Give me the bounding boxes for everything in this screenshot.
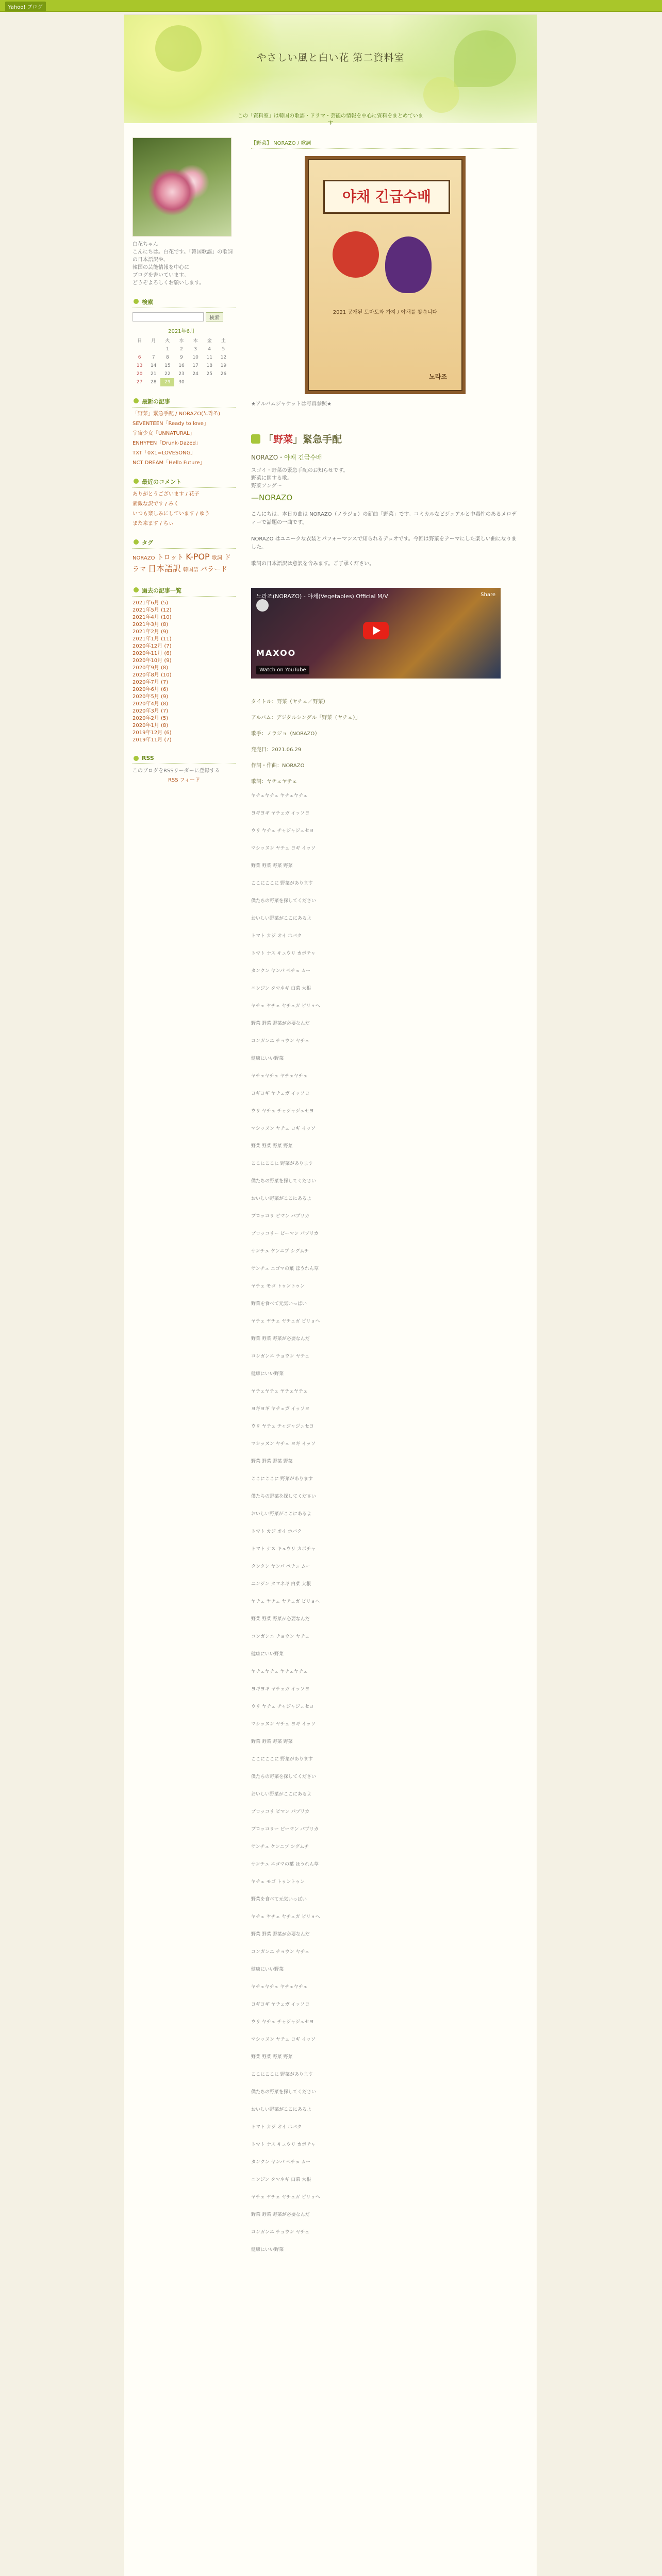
lyric-line: 野菜 野菜 野菜 野菜	[251, 863, 293, 869]
recent-posts-list	[133, 411, 236, 467]
calendar-day[interactable]: 13	[136, 363, 143, 368]
lyric-line: 野菜 野菜 野菜が必要なんだ	[251, 1336, 310, 1342]
calendar-day	[133, 345, 146, 353]
lyric-line: トマト カジ オイ ホバク	[251, 934, 302, 939]
lyric-line: ヤチェヤチェ ヤチェヤチェ	[251, 1985, 308, 1990]
calendar-weekday: 火	[165, 338, 170, 344]
play-icon[interactable]	[363, 622, 389, 639]
calendar-day[interactable]: 14	[150, 363, 157, 368]
lyric-line: ブロッコリー ピーマン パプリカ	[251, 1827, 319, 1832]
calendar-day[interactable]: 2	[180, 347, 183, 352]
recent-post-link[interactable]: 「野菜」緊急手配 / NORAZO(노라조)	[133, 411, 220, 417]
archive-link[interactable]: 2021年5月 (12)	[133, 607, 172, 613]
song-meta-line: 発売日：2021.06.29	[251, 747, 302, 753]
calendar-day[interactable]: 17	[192, 363, 198, 368]
calendar-day	[189, 378, 203, 386]
lyric-line: コンガンエ チョウン ヤチェ	[251, 1950, 310, 1955]
calendar-day	[203, 378, 217, 386]
subtitle-ja: NORAZO・	[251, 454, 285, 461]
archive-link[interactable]: 2020年9月 (8)	[133, 665, 169, 671]
calendar-weekday: 金	[207, 338, 212, 344]
archive-link[interactable]: 2021年4月 (10)	[133, 615, 172, 620]
calendar-day[interactable]: 12	[220, 355, 227, 360]
recent-post-link[interactable]: 宇宙少女「UNNATURAL」	[133, 431, 195, 436]
calendar-day[interactable]: 25	[206, 371, 212, 377]
search-box	[133, 312, 236, 321]
archive-link[interactable]: 2019年11月 (7)	[133, 737, 172, 743]
lyric-line: ヤチェ ヤチェ ヤチェガ ピリョヘ	[251, 1004, 320, 1009]
calendar-day[interactable]: 23	[178, 371, 185, 377]
song-meta-line: タイトル：野菜（ヤチェ／野菜）	[251, 699, 328, 705]
lyric-line: ヨギヨギ ヤチェガ イッソヨ	[251, 1687, 310, 1692]
calendar-day[interactable]: 24	[192, 371, 198, 377]
title-suffix: 」緊急手配	[293, 434, 342, 445]
lyric-line: コンガンエ チョウン ヤチェ	[251, 1039, 310, 1044]
tag-link[interactable]: バラード	[201, 566, 228, 573]
rss-title: RSS	[133, 753, 236, 764]
lyric-line: マシッヌン ヤチェ ヨギ イッソ	[251, 2037, 316, 2042]
archive-link[interactable]: 2020年2月 (5)	[133, 716, 169, 721]
tag-link[interactable]: ドラマ	[133, 554, 231, 573]
song-meta-line: 歌詞：ヤチェヤチェ	[251, 779, 297, 785]
archive-link[interactable]: 2020年11月 (6)	[133, 651, 172, 656]
lyric-line: ヨギヨギ ヤチェガ イッソヨ	[251, 811, 310, 816]
lyric-line: おいしい野菜がここにあるよ	[251, 916, 312, 921]
lyric-line: ブロッコリ ピマン パプリカ	[251, 1214, 310, 1219]
calendar-day[interactable]: 16	[178, 363, 185, 368]
image-caption: ★アルバムジャケットは写真参照★	[251, 401, 332, 407]
recent-comment-link[interactable]: また来ます / ちぃ	[133, 521, 174, 527]
lyric-line: ここにここに 野菜があります	[251, 1757, 313, 1762]
calendar-day[interactable]: 20	[136, 371, 143, 377]
archive-link[interactable]: 2020年1月 (8)	[133, 723, 169, 728]
share-button[interactable]: Share	[481, 592, 495, 598]
lyric-line: コンガンエ チョウン ヤチェ	[251, 1634, 310, 1639]
lead-line: 野菜ソング〜	[251, 483, 282, 489]
blog-title[interactable]: やさしい風と白い花 第二資料室	[256, 52, 405, 63]
calendar-day[interactable]: 5	[222, 347, 225, 352]
lyric-line: 野菜 野菜 野菜 野菜	[251, 1459, 293, 1464]
lyric-line: ヤチェヤチェ ヤチェヤチェ	[251, 1074, 308, 1079]
tag-link[interactable]: 韓国語	[183, 567, 199, 573]
leaf-decoration	[423, 77, 459, 113]
archive-link[interactable]: 2021年3月 (8)	[133, 622, 169, 628]
calendar-day[interactable]: 21	[150, 371, 157, 377]
lyrics	[251, 793, 519, 2253]
lyric-line: 野菜 野菜 野菜が必要なんだ	[251, 1932, 310, 1937]
search-button[interactable]: 検索	[206, 312, 223, 321]
recent-post-link[interactable]: NCT DREAM「Hello Future」	[133, 460, 205, 466]
calendar	[133, 326, 230, 386]
subtitle-kr: 야채 긴급수배	[284, 454, 322, 461]
lyric-line: おいしい野菜がここにあるよ	[251, 2107, 312, 2112]
archive-link[interactable]: 2021年1月 (11)	[133, 636, 172, 642]
recent-comments-list	[133, 491, 236, 528]
calendar-month[interactable]: 2021年6月	[168, 329, 195, 334]
calendar-day[interactable]: 3	[194, 347, 197, 352]
archive-link[interactable]: 2020年8月 (10)	[133, 672, 172, 678]
image-signature: 노라조	[429, 373, 447, 380]
lyric-line: ヤチェ ヤチェ ヤチェガ ピリョヘ	[251, 1914, 320, 1920]
album-jacket-image	[305, 156, 466, 394]
archive-link[interactable]: 2021年6月 (5)	[133, 600, 169, 606]
tag-cloud	[133, 552, 236, 575]
calendar-day[interactable]: 30	[178, 380, 185, 385]
lyric-line: 僕たちの野菜を探してください	[251, 1179, 317, 1184]
lyric-line: 健康にいい野菜	[251, 1967, 284, 1972]
profile-line: ブログを書いています。	[133, 273, 189, 278]
lyric-line: ヤチェ モゴ トゥントゥン	[251, 1879, 305, 1885]
lyric-line: 野菜 野菜 野菜が必要なんだ	[251, 1021, 310, 1026]
lyric-line: サンチュ ケンニプ シグムチ	[251, 1844, 309, 1850]
archive-list	[133, 600, 236, 744]
breadcrumb[interactable]: 【野菜】 NORAZO / 歌詞	[251, 137, 519, 149]
watch-on-youtube-button[interactable]: Watch on YouTube	[256, 666, 309, 674]
song-meta	[251, 697, 519, 785]
page-container	[124, 14, 537, 2576]
profile-photo[interactable]	[133, 138, 231, 236]
calendar-weekday: 日	[137, 338, 142, 344]
calendar-day	[146, 345, 160, 353]
lyric-line: ヤチェ ヤチェ ヤチェガ ピリョヘ	[251, 1599, 320, 1604]
calendar-weekday: 土	[221, 338, 226, 344]
lead-artist: —NORAZO	[251, 493, 293, 502]
recent-comment-link[interactable]: ありがとうございます / 花子	[133, 492, 200, 497]
tomato-illustration	[333, 231, 379, 278]
tag-link[interactable]: トロット	[157, 554, 184, 562]
lyric-line: ここにここに 野菜があります	[251, 1161, 313, 1166]
calendar-weekday: 木	[193, 338, 198, 344]
lyric-line: マシッヌン ヤチェ ヨギ イッソ	[251, 1442, 316, 1447]
calendar-day[interactable]: 6	[138, 355, 141, 360]
entry-title[interactable]	[263, 432, 342, 446]
search-input[interactable]	[133, 312, 204, 321]
calendar-day[interactable]: 19	[220, 363, 227, 368]
recent-post-link[interactable]: ENHYPEN「Drunk-Dazed」	[133, 440, 201, 446]
leaf-decoration	[155, 25, 202, 72]
profile-name: 白花ちゃん	[133, 242, 158, 247]
rss-link[interactable]: RSS フィード	[168, 777, 201, 783]
profile-line: どうぞよろしくお願いします。	[133, 280, 205, 286]
lyric-line: 野菜 野菜 野菜が必要なんだ	[251, 2212, 310, 2217]
calendar-day[interactable]: 27	[136, 380, 143, 385]
lyric-line: トマト ナス キュウリ カボチャ	[251, 2142, 316, 2147]
lyric-line: 野菜 野菜 野菜が必要なんだ	[251, 1617, 310, 1622]
archive-link[interactable]: 2021年2月 (9)	[133, 629, 169, 635]
calendar-day[interactable]: 11	[206, 355, 212, 360]
rss-text: このブログをRSSリーダーに登録する	[133, 768, 220, 774]
calendar-day[interactable]: 18	[206, 363, 212, 368]
lyric-line: トマト ナス キュウリ カボチャ	[251, 1547, 316, 1552]
lyric-line: ヤチェ ヤチェ ヤチェガ ピリョヘ	[251, 2195, 320, 2200]
entry-paragraph: 歌詞の日本語訳は意訳を含みます。ご了承ください。	[251, 561, 375, 567]
video-brand: MAXOO	[256, 648, 296, 658]
lyric-line: ここにここに 野菜があります	[251, 881, 313, 886]
lyric-line: 僕たちの野菜を探してください	[251, 1774, 317, 1780]
lyric-line: 野菜を食べて元気いっぱい	[251, 1301, 307, 1307]
calendar-day[interactable]: 22	[164, 371, 171, 377]
lyric-line: ブロッコリ ピマン パプリカ	[251, 1809, 310, 1815]
lyric-line: タンクン ヤンパ ペチュ ムー	[251, 1564, 310, 1569]
archive-link[interactable]: 2020年3月 (7)	[133, 708, 169, 714]
archive-link[interactable]: 2020年10月 (9)	[133, 658, 172, 664]
lyric-line: ヤチェヤチェ ヤチェヤチェ	[251, 1389, 308, 1394]
video-title[interactable]: 노라조(NORAZO) - 야채(Vegetables) Official M/V	[256, 593, 388, 600]
archive-link[interactable]: 2019年12月 (6)	[133, 730, 172, 736]
lyric-line: 僕たちの野菜を探してください	[251, 1494, 317, 1499]
tag-link[interactable]: NORAZO	[133, 555, 155, 561]
archive-link[interactable]: 2020年12月 (7)	[133, 643, 172, 649]
lyric-line: 野菜 野菜 野菜 野菜	[251, 2055, 293, 2060]
recent-comment-link[interactable]: 素敵な訳です / みく	[133, 501, 179, 507]
lyric-line: ヨギヨギ ヤチェガ イッソヨ	[251, 2002, 310, 2007]
lyric-line: 野菜 野菜 野菜 野菜	[251, 1144, 293, 1149]
calendar-day[interactable]: 1	[166, 347, 169, 352]
blog-description: この「資料室」は韓国の歌謡・ドラマ・芸能の情報を中心に資料をまとめています	[238, 113, 423, 126]
channel-avatar[interactable]	[256, 599, 269, 612]
lyric-line: 野菜を食べて元気いっぱい	[251, 1897, 307, 1902]
song-meta-line: 歌手：ノラジョ（NORAZO）	[251, 731, 320, 737]
lyric-line: ここにここに 野菜があります	[251, 2072, 313, 2077]
lyric-line: 野菜 野菜 野菜 野菜	[251, 1739, 293, 1744]
search-widget-title: 検索	[133, 296, 236, 308]
rss-box	[133, 768, 236, 784]
song-meta-line: 作詞・作曲：NORAZO	[251, 763, 305, 769]
calendar-day[interactable]: 15	[164, 363, 171, 368]
entry-body	[251, 511, 519, 568]
lyric-line: ブロッコリー ピーマン パプリカ	[251, 1231, 319, 1236]
recent-post-link[interactable]: TXT「0X1=LOVESONG」	[133, 450, 196, 456]
lyric-line: マシッヌン ヤチェ ヨギ イッソ	[251, 1722, 316, 1727]
tags-title: タグ	[133, 537, 236, 549]
calendar-day[interactable]: 10	[192, 355, 198, 360]
yahoo-blog-logo[interactable]: Yahoo! ブログ	[5, 2, 46, 11]
entry-paragraph: こんにちは。本日の曲は NORAZO（ノラジョ）の新曲「野菜」です。コミカルなビジュアルと中毒性のあるメロディーで話題の一曲です。	[251, 512, 517, 526]
lyric-line: 健康にいい野菜	[251, 1652, 284, 1657]
lyric-line: マシッヌン ヤチェ ヨギ イッソ	[251, 1126, 316, 1131]
entry-subtitle	[251, 453, 519, 462]
calendar-day[interactable]: 29	[160, 378, 174, 386]
entry-paragraph: NORAZO はユニークな衣装とパフォーマンスで知られるデュオです。今回は野菜をテーマにした楽しい曲になりました。	[251, 536, 517, 550]
lyric-line: トマト カジ オイ ホバク	[251, 2125, 302, 2130]
lyric-line: ヤチェヤチェ ヤチェヤチェ	[251, 793, 308, 799]
song-meta-line: アルバム：デジタルシングル「野菜（ヤチェ）」	[251, 715, 360, 721]
youtube-embed[interactable]	[251, 588, 501, 679]
archive-link[interactable]: 2020年7月 (7)	[133, 680, 169, 685]
sidebar	[133, 137, 236, 784]
recent-comment-link[interactable]: いつも楽しみにしています / ゆう	[133, 511, 210, 517]
tag-link[interactable]: K-POP	[186, 552, 210, 562]
lead-line: スゴイ・野菜の緊急手配のお知らせです。	[251, 468, 349, 473]
calendar-day	[217, 378, 230, 386]
lyric-line: 僕たちの野菜を探してください	[251, 899, 317, 904]
lyric-line: ウリ ヤチェ チャジャジュセヨ	[251, 828, 314, 834]
lyric-line: サンチュ エゴマの葉 ほうれん草	[251, 1862, 319, 1867]
calendar-day[interactable]: 7	[152, 355, 155, 360]
profile-text	[133, 241, 236, 287]
lyric-line: トマト ナス キュウリ カボチャ	[251, 951, 316, 956]
lyric-line: ヤチェ ヤチェ ヤチェガ ピリョヘ	[251, 1319, 320, 1324]
lyric-line: タンクン ヤンパ ペチュ ムー	[251, 969, 310, 974]
tag-link[interactable]: 日本語訳	[148, 564, 181, 573]
lead-lines	[251, 467, 519, 490]
lyric-line: おいしい野菜がここにあるよ	[251, 1792, 312, 1797]
calendar-day[interactable]: 28	[150, 380, 157, 385]
recent-comments-title: 最近のコメント	[133, 476, 236, 488]
lyric-line: ニンジン タマネギ 白菜 大根	[251, 986, 311, 991]
top-bar	[0, 0, 662, 12]
archive-link[interactable]: 2020年5月 (9)	[133, 694, 169, 700]
lyric-line: コンガンエ チョウン ヤチェ	[251, 2230, 310, 2235]
lyric-line: ニンジン タマネギ 白菜 大根	[251, 2177, 311, 2182]
lyric-line: ヨギヨギ ヤチェガ イッソヨ	[251, 1406, 310, 1412]
eggplant-illustration	[385, 236, 432, 293]
image-note: 2021 공개된 토마토와 가지 / 야채를 찾습니다	[333, 310, 438, 315]
image-banner: 야채 긴급수배	[323, 180, 450, 214]
tag-link[interactable]: 歌詞	[211, 555, 222, 561]
entry-title-row	[251, 432, 519, 446]
archive-title: 過去の記事一覧	[133, 585, 236, 597]
lyric-line: 健康にいい野菜	[251, 1056, 284, 1061]
calendar-day[interactable]: 26	[220, 371, 227, 377]
lyric-line: ウリ ヤチェ チャジャジュセヨ	[251, 1704, 314, 1709]
lyric-line: トマト カジ オイ ホバク	[251, 1529, 302, 1534]
lyric-line: ヤチェヤチェ ヤチェヤチェ	[251, 1669, 308, 1674]
main-content	[251, 137, 519, 2264]
lyric-line: ニンジン タマネギ 白菜 大根	[251, 1582, 311, 1587]
profile-line: 韓国の芸能情報を中心に	[133, 265, 189, 270]
lyric-line: ヤチェ モゴ トゥントゥン	[251, 1284, 305, 1289]
lyric-line: マシッヌン ヤチェ ヨギ イッソ	[251, 846, 316, 851]
lyric-line: ヨギヨギ ヤチェガ イッソヨ	[251, 1091, 310, 1096]
calendar-weekday: 月	[151, 338, 156, 344]
title-highlight: 野菜	[273, 434, 293, 445]
lyric-line: タンクン ヤンパ ペチュ ムー	[251, 2160, 310, 2165]
lyric-line: 健康にいい野菜	[251, 1371, 284, 1377]
calendar-day[interactable]: 9	[180, 355, 183, 360]
lyric-line: サンチュ エゴマの葉 ほうれん草	[251, 1266, 319, 1272]
lyric-line: ウリ ヤチェ チャジャジュセヨ	[251, 1109, 314, 1114]
calendar-weekday: 水	[179, 338, 184, 344]
lyric-line: コンガンエ チョウン ヤチェ	[251, 1354, 310, 1359]
recent-posts-title: 最新の記事	[133, 396, 236, 408]
lyric-line: おいしい野菜がここにあるよ	[251, 1512, 312, 1517]
title-prefix: 「	[263, 434, 274, 445]
calendar-day[interactable]: 8	[166, 355, 169, 360]
lyric-line: ウリ ヤチェ チャジャジュセヨ	[251, 2020, 314, 2025]
lyric-line: ここにここに 野菜があります	[251, 1477, 313, 1482]
profile-line: こんにちは。白花です。「韓国歌謡」の歌詞の日本語訳や、	[133, 249, 233, 263]
calendar-day[interactable]: 4	[208, 347, 211, 352]
lyric-line: 僕たちの野菜を探してください	[251, 2090, 317, 2095]
archive-link[interactable]: 2020年6月 (6)	[133, 687, 169, 692]
blog-header	[124, 15, 537, 126]
recent-post-link[interactable]: SEVENTEEN「Ready to love」	[133, 421, 209, 427]
lyric-line: 健康にいい野菜	[251, 2247, 284, 2252]
archive-link[interactable]: 2020年4月 (8)	[133, 701, 169, 707]
calendar-icon	[251, 434, 260, 444]
lyric-line: おいしい野菜がここにあるよ	[251, 1196, 312, 1201]
lyric-line: サンチュ ケンニプ シグムチ	[251, 1249, 309, 1254]
lead-line: 野菜に関する歌。	[251, 476, 292, 481]
lyric-line: ウリ ヤチェ チャジャジュセヨ	[251, 1424, 314, 1429]
